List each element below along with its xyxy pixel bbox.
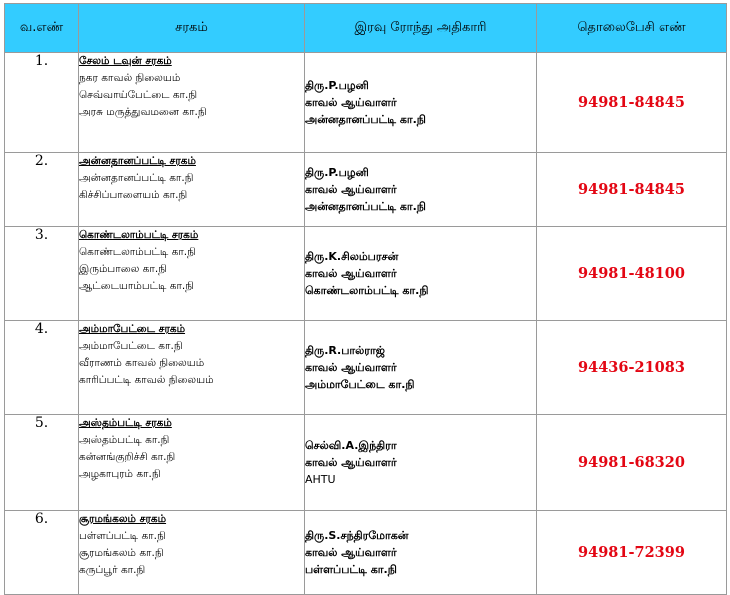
table-row: [5, 227, 727, 321]
zone-name: அஸ்தம்பட்டி சரகம்: [79, 417, 172, 429]
station-name: பள்ளப்பட்டி கா.நி: [79, 530, 166, 542]
phone-number: 94981-68320: [537, 415, 727, 511]
station-name: கொண்டலாம்பட்டி கா.நி: [79, 246, 196, 258]
row-sno: 2.: [5, 153, 79, 227]
officer-rank: காவல் ஆய்வாளர்: [305, 361, 397, 374]
officer-name: திரு.P.பழனி: [305, 79, 369, 92]
officer-cell: [305, 53, 537, 153]
officer-cell: [305, 321, 537, 415]
station-name: கருப்பூர் கா.நி: [79, 564, 146, 576]
officer-cell: [305, 415, 537, 511]
zone-name: கொண்டலாம்பட்டி சரகம்: [79, 229, 199, 241]
station-name: சூரமங்கலம் கா.நி: [79, 547, 164, 559]
header-zone: சரகம்: [79, 4, 305, 53]
officer-cell: [305, 511, 537, 595]
phone-number: 94436-21083: [537, 321, 727, 415]
phone-number: 94981-72399: [537, 511, 727, 595]
table-row: [5, 53, 727, 153]
officer-station: அன்னதானப்பட்டி கா.நி: [305, 200, 426, 213]
zone-name: சூரமங்கலம் சரகம்: [79, 513, 167, 525]
station-name: வீராணம் காவல் நிலையம்: [79, 357, 205, 369]
table-row: [5, 153, 727, 227]
station-name: நகர காவல் நிலையம்: [79, 72, 181, 84]
station-name: அஸ்தம்பட்டி கா.நி: [79, 434, 170, 446]
zone-cell: [79, 227, 305, 321]
zone-cell: [79, 511, 305, 595]
officer-station: பள்ளப்பட்டி கா.நி: [305, 563, 397, 576]
phone-number: 94981-48100: [537, 227, 727, 321]
table-row: [5, 415, 727, 511]
station-name: அம்மாபேட்டை கா.நி: [79, 340, 183, 352]
officer-cell: [305, 153, 537, 227]
officer-station: கொண்டலாம்பட்டி கா.நி: [305, 284, 429, 297]
zone-name: சேலம் டவுன் சரகம்: [79, 55, 172, 67]
station-name: கிச்சிப்பாளையம் கா.நி: [79, 189, 188, 201]
officer-rank: காவல் ஆய்வாளர்: [305, 267, 397, 280]
zone-name: அன்னதானப்பட்டி சரகம்: [79, 155, 196, 167]
row-sno: 5.: [5, 415, 79, 511]
station-name: கன்னங்குறிச்சி கா.நி: [79, 451, 176, 463]
zone-cell: [79, 53, 305, 153]
officer-name: திரு.R.பால்ராஜ்: [305, 344, 385, 357]
row-sno: 4.: [5, 321, 79, 415]
station-name: ஆட்டையாம்பட்டி கா.நி: [79, 280, 194, 292]
station-name: இரும்பாலை கா.நி: [79, 263, 167, 275]
header-row: [5, 4, 727, 53]
phone-number: 94981-84845: [537, 53, 727, 153]
officer-rank: காவல் ஆய்வாளர்: [305, 183, 397, 196]
officer-station: AHTU: [305, 473, 336, 486]
station-name: காரிப்பட்டி காவல் நிலையம்: [79, 374, 214, 386]
table-row: [5, 511, 727, 595]
officer-station: அம்மாபேட்டை கா.நி: [305, 378, 415, 391]
officer-station: அன்னதானப்பட்டி கா.நி: [305, 113, 426, 126]
row-sno: 6.: [5, 511, 79, 595]
night-patrol-table: [4, 3, 727, 595]
zone-cell: [79, 415, 305, 511]
phone-number: 94981-84845: [537, 153, 727, 227]
officer-rank: காவல் ஆய்வாளர்: [305, 456, 397, 469]
station-name: அன்னதானப்பட்டி கா.நி: [79, 172, 194, 184]
row-sno: 1.: [5, 53, 79, 153]
officer-name: திரு.K.சிலம்பரசன்: [305, 250, 399, 263]
station-name: அழகாபுரம் கா.நி: [79, 468, 161, 480]
station-name: அரசு மருத்துவமனை கா.நி: [79, 106, 207, 118]
header-phone: தொலைபேசி எண்: [537, 4, 727, 53]
zone-name: அம்மாபேட்டை சரகம்: [79, 323, 186, 335]
header-sno: வ.எண்: [5, 4, 79, 53]
officer-rank: காவல் ஆய்வாளர்: [305, 546, 397, 559]
table-row: [5, 321, 727, 415]
row-sno: 3.: [5, 227, 79, 321]
station-name: செவ்வாய்பேட்டை கா.நி: [79, 89, 198, 101]
officer-name: திரு.S.சந்திரமோகன்: [305, 529, 409, 542]
officer-name: செல்வி.A.இந்திரா: [305, 439, 397, 452]
header-officer: இரவு ரோந்து அதிகாரி: [305, 4, 537, 53]
zone-cell: [79, 153, 305, 227]
officer-cell: [305, 227, 537, 321]
officer-rank: காவல் ஆய்வாளர்: [305, 96, 397, 109]
officer-name: திரு.P.பழனி: [305, 166, 369, 179]
zone-cell: [79, 321, 305, 415]
